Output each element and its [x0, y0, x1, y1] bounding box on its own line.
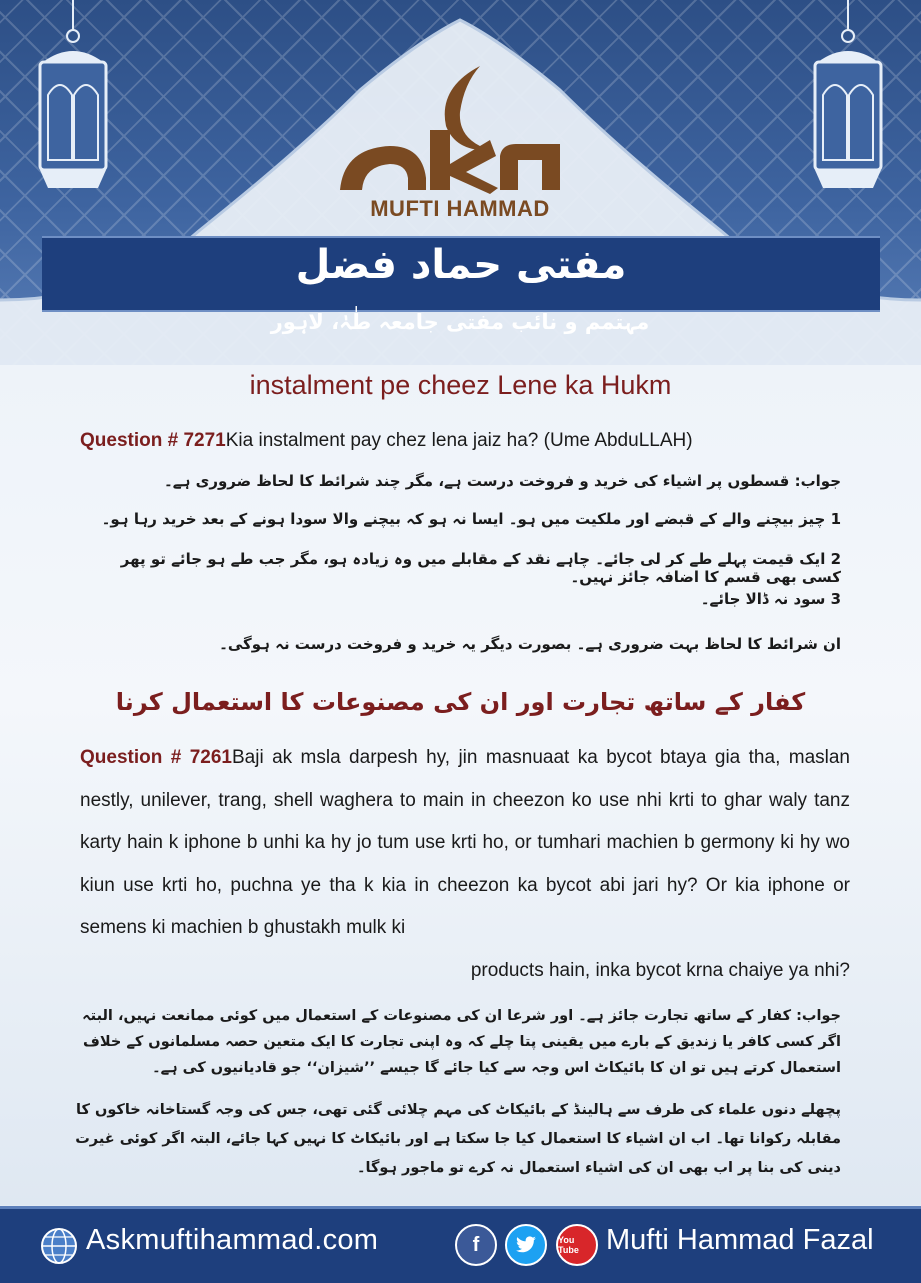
subtitle: مہتمم و نائب مفتی جامعہ طٰہٰ، لاہور: [270, 310, 650, 334]
lantern-icon: [28, 0, 118, 195]
section-heading: کفار کے ساتھ تجارت اور ان کی مصنوعات کا استعمال کرنا: [115, 688, 806, 716]
facebook-icon[interactable]: f: [455, 1224, 497, 1266]
question-text: Baji ak msla darpesh hy, jin masnuaat ka bycot btaya gia tha, maslan nestly, unilever, trang, shell waghera to main in cheezon ko use nhi krti to ghar waly tanz karty hain k iphone b unhi ka hy jo tum use krti ho, or tumhari machien b germony ki hy wo kiun use krti ho, puchna ye tha k kia in cheezon ka bycot abi jari hy? Or kia iphone or semens ki machien b ghustakh mulk ki: [80, 747, 850, 938]
lantern-icon: [803, 0, 893, 195]
footer-bar: [0, 1206, 921, 1283]
question-2: [80, 737, 850, 992]
answer-paragraph: پچھلے دنوں علماء کی طرف سے ہالینڈ کے بائیکاٹ کی مہم چلائی گئی تھی، جس کی وجہ گستاخانہ خاکوں کا مقابلہ رکوانا تھا۔ اب ان اشیاء کا استعمال کیا جا سکتا ہے اور بائیکاٹ کا نہیں کہا جائے، البتہ اگر کوئی غیرت دینی کی بنا پر اب بھی ان کی اشیاء استعمال نہ کرے تو ماجور ہوگا۔: [75, 1102, 841, 1176]
answer-line: ان شرائط کا لحاظ بہت ضروری ہے۔ بصورت دیگر یہ خرید و فروخت درست نہ ہوگی۔: [219, 635, 841, 653]
akm-logo-icon: [330, 60, 570, 200]
website-link[interactable]: Askmuftihammad.com: [86, 1224, 379, 1256]
question-text: Kia instalment pay chez lena jaiz ha? (Ume AbduLLAH): [225, 430, 693, 451]
answer-line: 3 سود نہ ڈالا جائے۔: [700, 590, 841, 608]
logo-text: MUFTI HAMMAD: [370, 196, 550, 221]
banner-title: مفتی حماد فضل: [295, 242, 627, 288]
answer-paragraph: جواب: کفار کے ساتھ تجارت جائز ہے۔ اور شرعا ان کی مصنوعات کے استعمال میں کوئی ممانعت نہیں، البتہ اگر کسی کافر یا زندیق کے بارے میں یقینی پتا چلے کہ وہ اپنی تجارت کا ایک متعین حصہ مسلمانوں کے خلاف استعمال کرتے ہیں تو ان کا بائیکاٹ اس وجہ سے کیا جائے گا جیسے ’’شیزان‘‘ جو قادیانیوں کی ہے۔: [82, 1008, 841, 1076]
answer-line: 2 ایک قیمت پہلے طے کر لی جائے۔ چاہے نقد کے مقابلے میں وہ زیادہ ہو، مگر جب طے ہو جائے تو پھر کسی بھی قسم کا اضافہ جائز نہیں۔: [120, 550, 841, 586]
post-title: instalment pe cheez Lene ka Hukm: [249, 370, 672, 400]
question-1: [80, 420, 850, 462]
question-number: Question # 7271: [80, 430, 226, 451]
question-number: Question # 7261: [80, 747, 232, 768]
globe-icon: [40, 1227, 78, 1265]
answer-line: 1 چیز بیچنے والے کے قبضے اور ملکیت میں ہو۔ ایسا نہ ہو کہ بیچنے والا سودا ہونے کے بعد خرید رہا ہو۔: [101, 510, 841, 528]
answer-line: جواب: قسطوں پر اشیاء کی خرید و فروخت درست ہے، مگر چند شرائط کا لحاظ ضروری ہے۔: [164, 472, 841, 490]
question-text-last: products hain, inka bycot krna chaiye ya nhi?: [470, 959, 850, 981]
name-banner: [42, 236, 880, 312]
youtube-icon[interactable]: You Tube: [556, 1224, 598, 1266]
twitter-bird-icon: [515, 1236, 537, 1254]
twitter-icon[interactable]: [505, 1224, 547, 1266]
author-name: Mufti Hammad Fazal: [606, 1224, 874, 1256]
